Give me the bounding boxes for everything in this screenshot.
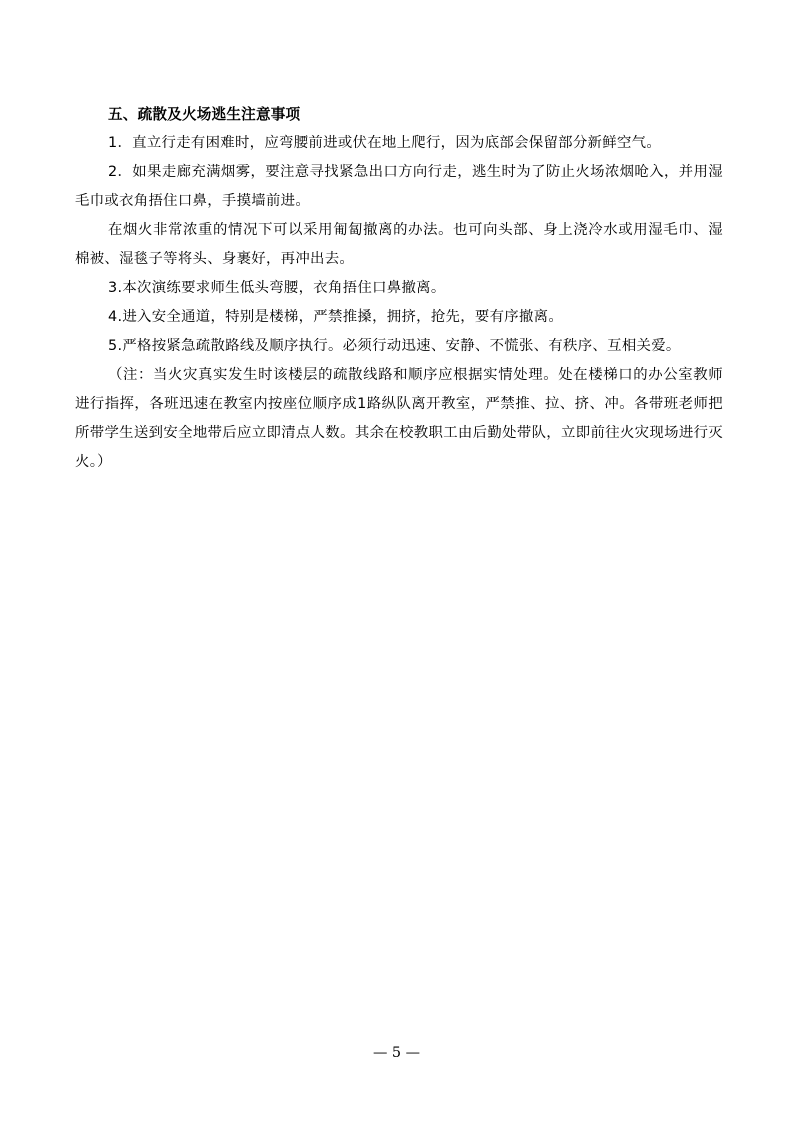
paragraph-item-3: 3.本次演练要求师生低头弯腰，衣角捂住口鼻撤离。: [108, 280, 446, 296]
paragraph-item-5: 5.严格按紧急疏散路线及顺序执行。必须行动迅速、安静、不慌张、有秩序、互相关爱。: [108, 338, 681, 354]
paragraph-crawl-note: 在烟火非常浓重的情况下可以采用匍匐撤离的办法。也可向头部、身上浇冷水或用湿毛巾、湿棉被、湿毯子等将头、身裹好，再冲出去。: [75, 222, 723, 267]
document-body: [75, 100, 723, 477]
paragraph-item-1: 1．直立行走有困难时，应弯腰前进或伏在地上爬行，因为底部会保留部分新鲜空气。: [108, 135, 662, 151]
paragraph-item-4: 4.进入安全通道，特别是楼梯，严禁推搡，拥挤，抢先，要有序撤离。: [108, 309, 564, 325]
paragraph-note: （注：当火灾真实发生时该楼层的疏散线路和顺序应根据实情处理。处在楼梯口的办公室教师进行指挥，各班迅速在教室内按座位顺序成1路纵队离开教室，严禁推、拉、挤、冲。各带班老师把所带学生送到安全地带后应立即清点人数。其余在校教职工由后勤处带队，立即前往火灾现场进行灭火。）: [75, 367, 723, 470]
paragraph-item-2: 2．如果走廊充满烟雾，要注意寻找紧急出口方向行走，逃生时为了防止火场浓烟呛入，并用湿毛巾或衣角捂住口鼻，手摸墙前进。: [75, 164, 723, 209]
section-heading: 五、疏散及火场逃生注意事项: [108, 106, 301, 123]
page-number: — 5 —: [372, 1045, 421, 1061]
